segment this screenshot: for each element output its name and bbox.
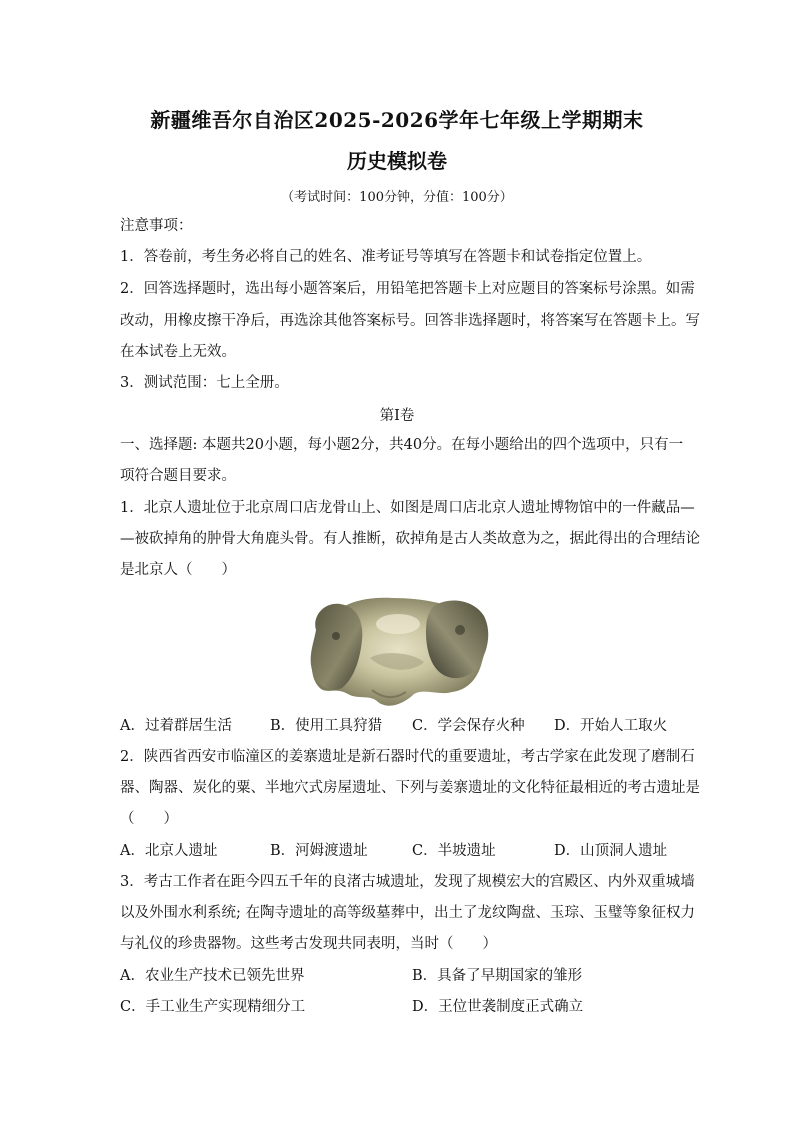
section-instructions-line-1: 一、选择题: 本题共20小题，每小题2分，共40分。在每小题给出的四个选项中，只有一 [120,437,684,453]
question-1-line-2: —被砍掉角的肿骨大角鹿头骨。有人推断，砍掉角是古人类故意为之，据此得出的合理结论 [120,531,700,547]
question-3-option-b[interactable]: B．具备了早期国家的雏形 [412,968,583,984]
note-item-1: 1．答卷前，考生务必将自己的姓名、准考证号等填写在答题卡和试卷指定位置上。 [120,249,652,265]
question-2-option-b[interactable]: B．河姆渡遗址 [270,843,368,859]
question-2-option-a[interactable]: A．北京人遗址 [120,843,218,859]
question-1-option-d[interactable]: D．开始人工取火 [554,718,668,734]
note-item-2-line-2: 改动，用橡皮擦干净后，再选涂其他答案标号。回答非选择题时，将答案写在答题卡上。写 [120,313,700,329]
question-2-line-1: 2．陕西省西安市临潼区的姜寨遗址是新石器时代的重要遗址，考古学家在此发现了磨制石 [120,749,695,765]
question-2-option-d[interactable]: D．山顶洞人遗址 [554,843,668,859]
note-item-2-line-3: 在本试卷上无效。 [120,344,236,360]
question-3-line-2: 以及外围水利系统; 在陶寺遗址的高等级墓葬中，出土了龙纹陶盘、玉琮、玉璧等象征权力 [120,905,695,921]
deer-skull-photo [302,586,492,710]
question-3-line-1: 3．考古工作者在距今四五千年的良渚古城遗址，发现了规模宏大的宫殿区、内外双重城墙 [120,874,695,890]
question-1-option-c[interactable]: C．学会保存火种 [412,718,525,734]
question-1-line-1: 1．北京人遗址位于北京周口店龙骨山上、如图是周口店北京人遗址博物馆中的一件藏品— [120,500,695,516]
section-instructions-line-2: 项符合题目要求。 [120,468,236,484]
question-1-option-a[interactable]: A．过着群居生活 [120,718,232,734]
question-2-option-c[interactable]: C．半坡遗址 [412,843,496,859]
question-3-option-a[interactable]: A．农业生产技术已领先世界 [120,968,305,984]
exam-title: 新疆维吾尔自治区2025-2026学年七年级上学期期末 [150,108,644,132]
note-item-2-line-1: 2．回答选择题时，选出每小题答案后，用铅笔把答题卡上对应题目的答案标号涂黑。如需 [120,281,695,297]
question-2-line-2: 器、陶器、炭化的粟、半地穴式房屋遗址、下列与姜寨遗址的文化特征最相近的考古遗址是 [120,780,700,796]
notes-heading: 注意事项： [120,218,193,234]
question-3-line-3: 与礼仪的珍贵器物。这些考古发现共同表明，当时（ ） [120,936,497,952]
question-2-line-3: （ ） [120,811,178,827]
question-3-option-c[interactable]: C．手工业生产实现精细分工 [120,999,306,1015]
question-3-option-d[interactable]: D．王位世袭制度正式确立 [412,999,584,1015]
exam-subject-title: 历史模拟卷 [347,149,447,173]
question-1-option-b[interactable]: B．使用工具狩猎 [270,718,383,734]
note-item-3: 3．测试范围：七上全册。 [120,375,289,391]
volume-heading: 第Ⅰ卷 [379,408,415,424]
question-1-line-3: 是北京人（ ） [120,562,236,578]
exam-info: （考试时间：100分钟，分值：100分） [281,190,513,205]
